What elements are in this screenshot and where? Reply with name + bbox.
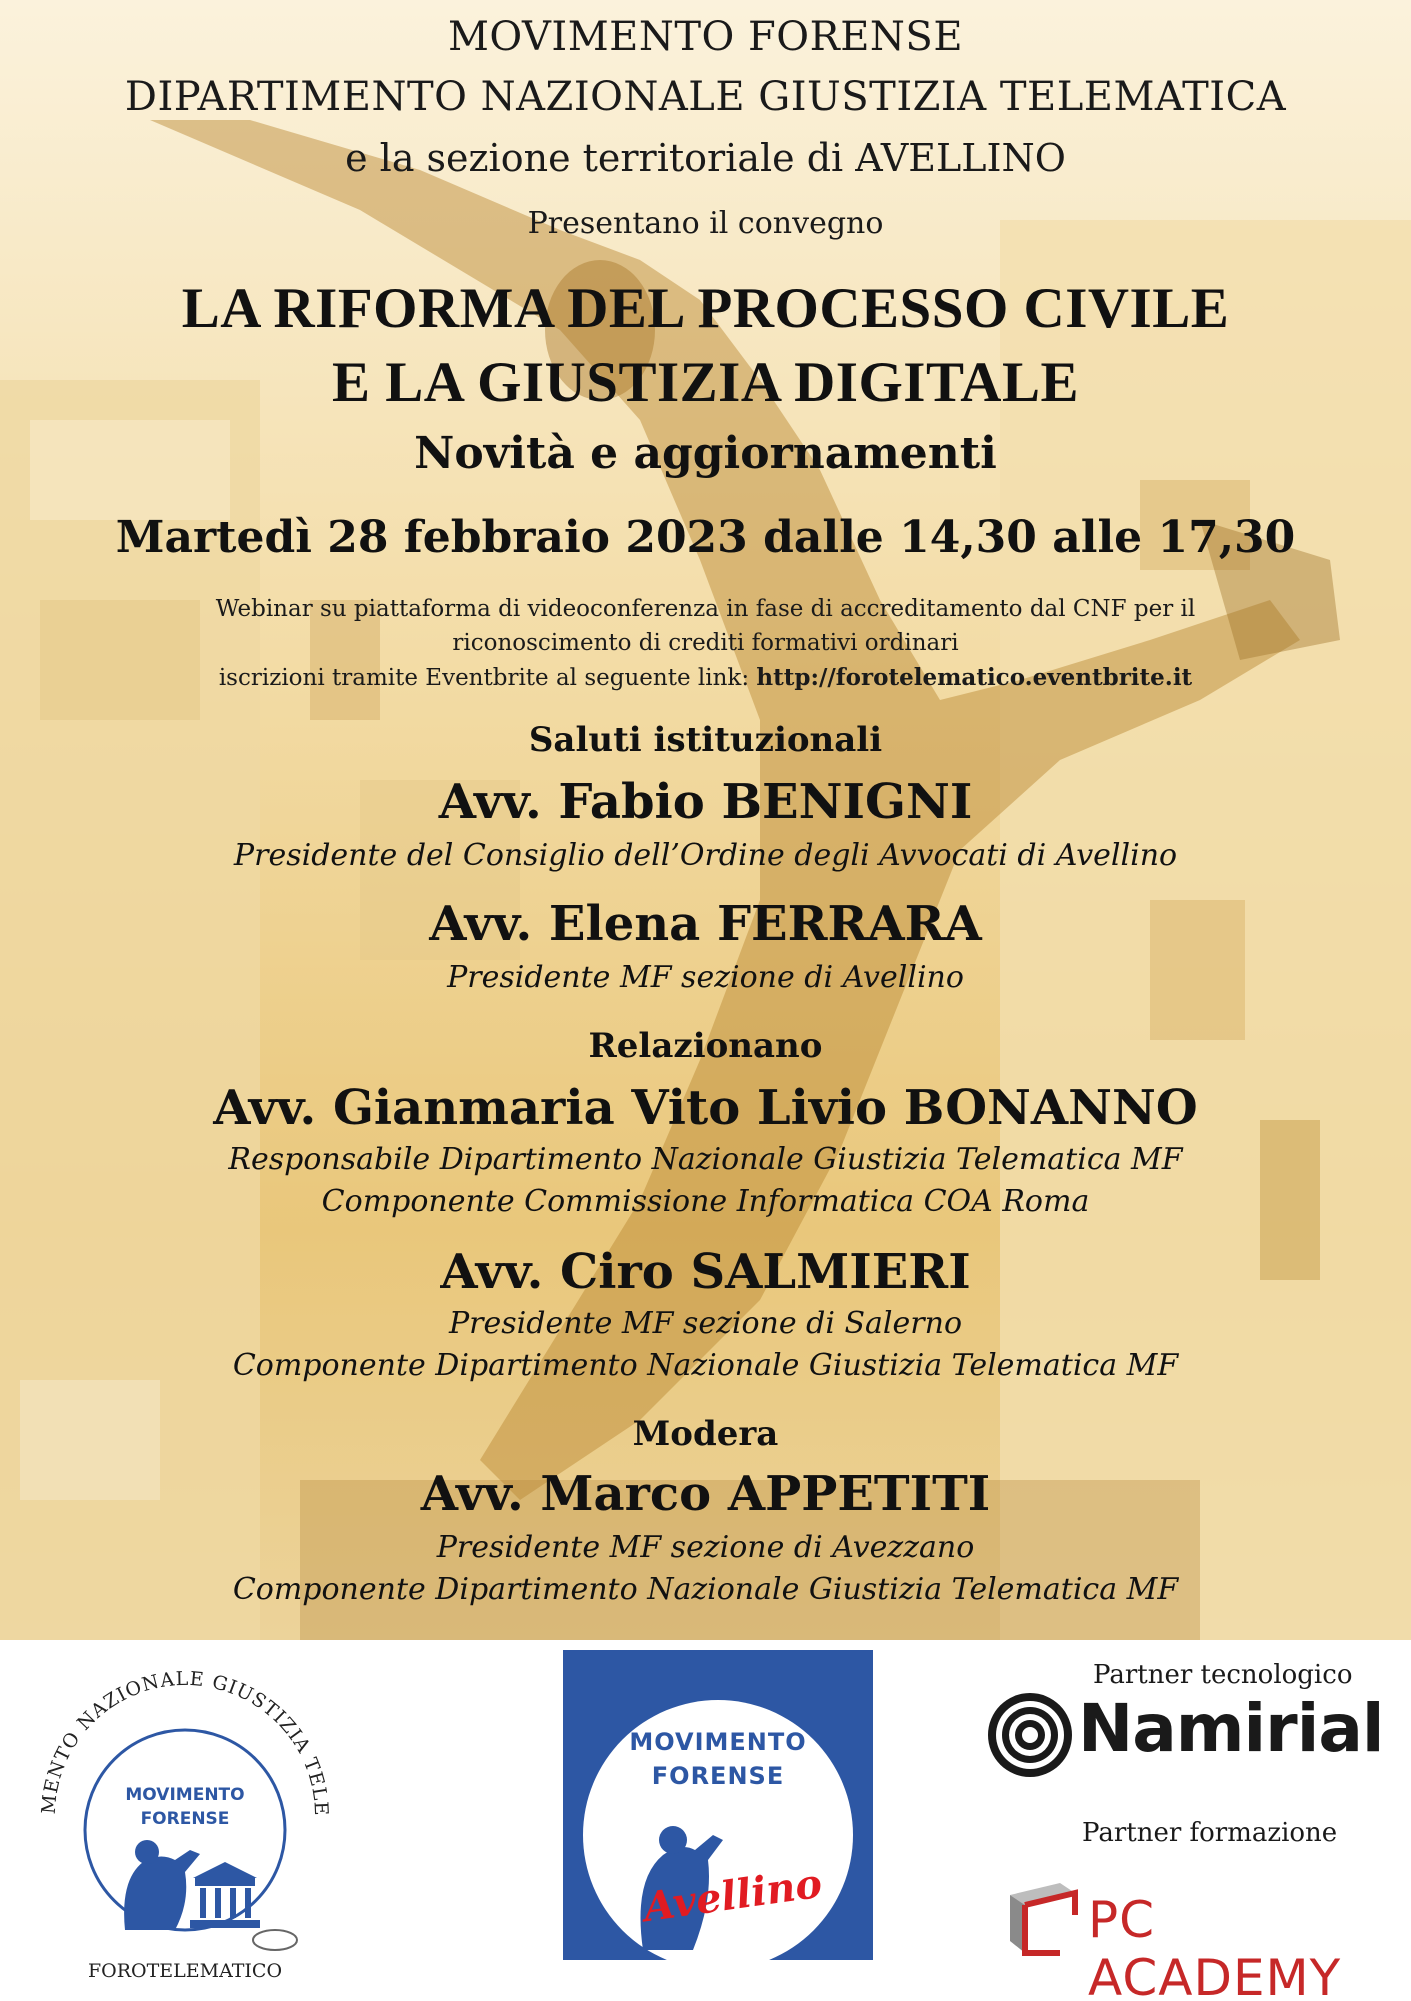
speaker-role: Componente Dipartimento Nazionale Giustizia Telematica MF [232,1348,1179,1383]
speaker-name: Avv. Elena FERRARA [429,896,982,952]
pc-academy-logo [1000,1875,1390,2001]
speaker-name: Avv. Fabio BENIGNI [438,774,973,830]
avellino-script: Avellino [640,1859,825,1932]
seal-ring-text: MENTO NAZIONALE GIUSTIZIA TELE [37,1667,333,1817]
eventbrite-link[interactable]: http://forotelematico.eventbrite.it [756,664,1193,691]
webinar-info-line2: riconoscimento di crediti formativi ordinari [452,630,959,656]
presents-label: Presentano il convegno [527,206,884,241]
event-title-line1: LA RIFORMA DEL PROCESSO CIVILE [181,277,1230,340]
namirial-wordmark: Namirial [1078,1690,1384,1767]
speaker-role: Componente Dipartimento Nazionale Giustizia Telematica MF [232,1572,1179,1607]
speaker-role: Responsabile Dipartimento Nazionale Giustizia Telematica MF [228,1142,1183,1177]
speaker-name: Avv. Gianmaria Vito Livio BONANNO [213,1080,1198,1136]
greetings-heading: Saluti istituzionali [528,720,883,760]
speaker-role: Presidente del Consiglio dell’Ordine degli Avvocati di Avellino [233,838,1178,873]
speaker-role: Presidente MF sezione di Avellino [447,960,964,995]
speaker-name: Avv. Ciro SALMIERI [440,1244,971,1300]
speaker-role: Presidente MF sezione di Avezzano [436,1530,975,1565]
webinar-info-line1: Webinar su piattaforma di videoconferenza in fase di accreditamento dal CNF per il [215,596,1196,622]
registration-text: iscrizioni tramite Eventbrite al seguente link: [218,665,757,691]
department-name: DIPARTIMENTO NAZIONALE GIUSTIZIA TELEMATICA [124,74,1287,120]
organizer-name: MOVIMENTO FORENSE [447,14,964,60]
event-title-line2: E LA GIUSTIZIA DIGITALE [332,351,1079,414]
speaker-role: Presidente MF sezione di Salerno [448,1306,963,1341]
namirial-target-icon [985,1690,1075,1780]
forotelematico-logo [25,1640,345,1980]
tech-partner-label: Partner tecnologico [1093,1660,1353,1690]
event-subtitle: Novità e aggiornamenti [414,428,997,479]
logo-text-line1: MOVIMENTO [629,1728,807,1756]
speaker-name: Avv. Marco APPETITI [420,1466,991,1522]
seal-inner-line1: MOVIMENTO [125,1785,245,1805]
registration-info [0,664,1411,691]
forotelematico-caption: FOROTELEMATICO [87,1960,283,1982]
movimento-forense-avellino-logo [563,1650,873,1960]
namirial-logo [985,1690,1384,1780]
territorial-section: e la sezione territoriale di AVELLINO [345,136,1066,180]
training-partner-label: Partner formazione [1082,1818,1338,1848]
speakers-heading: Relazionano [588,1026,823,1066]
pc-academy-icon [1000,1875,1085,1965]
moderator-heading: Modera [632,1414,779,1454]
seal-inner-line2: FORENSE [140,1809,230,1829]
logo-text-line2: FORENSE [651,1762,785,1790]
speaker-role: Componente Commissione Informatica COA Roma [321,1184,1090,1219]
event-date: Martedì 28 febbraio 2023 dalle 14,30 alle 17,30 [115,512,1296,563]
pc-academy-wordmark: PC ACADEMY [1088,1891,1342,2001]
department-seal [25,1640,345,1960]
